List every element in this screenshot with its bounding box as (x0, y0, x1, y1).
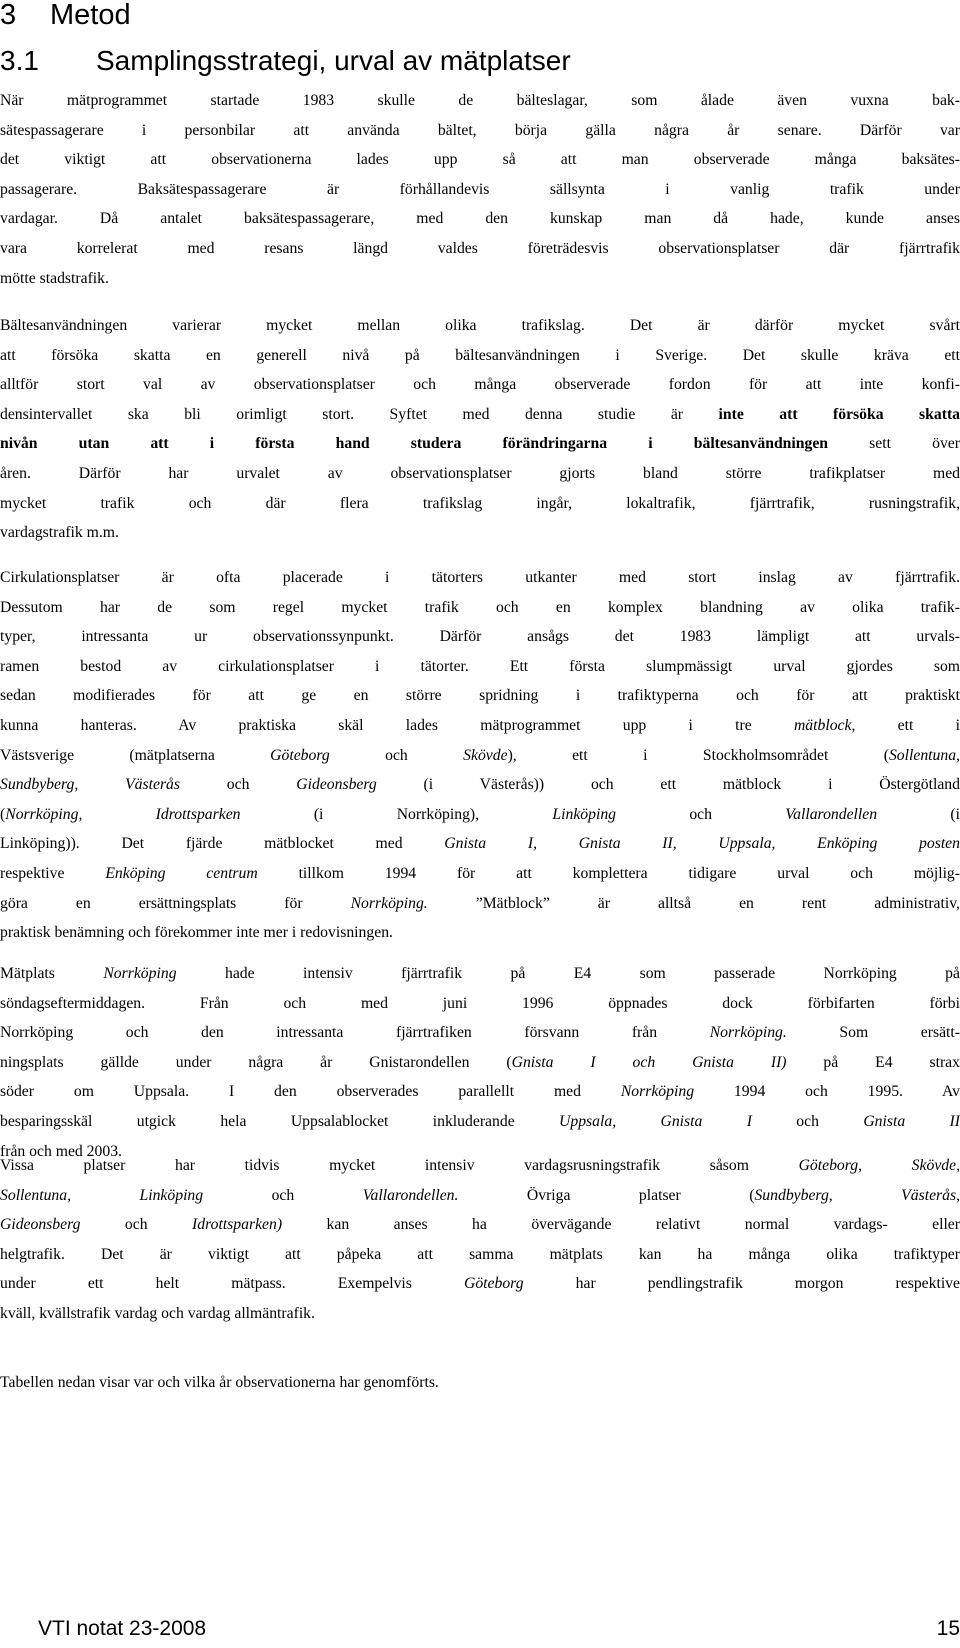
text-run: kan anses ha övervägande relativt normal vardags- eller (282, 1216, 960, 1234)
text-line (0, 459, 960, 489)
text-run: att försöka skatta en generell nivå på bältesanvändningen i Sverige. Det skulle kräva ett (0, 346, 960, 364)
italic-text: Sollentuna, (888, 746, 960, 764)
text-run: respektive (0, 864, 106, 882)
italic-text: Vallarondellen (785, 805, 878, 823)
text-run: Norrköping och den intressanta fjärrtrafiken försvann från (0, 1024, 710, 1042)
text-run: och (180, 776, 297, 794)
text-line (0, 889, 960, 919)
italic-text: Göteborg, Skövde, (798, 1157, 960, 1174)
text-line (0, 711, 960, 741)
text-run: har pendlingstrafik morgon respektive (523, 1275, 960, 1293)
chapter-heading (0, 0, 700, 30)
italic-text: Sollentuna, Linköping (0, 1186, 204, 1204)
text-run: sett över (828, 435, 960, 453)
text-run: vara korrelerat med resans längd valdes företrädesvis observationsplatser där fjärrtrafik (0, 239, 960, 257)
text-run: helgtrafik. Det är viktigt att påpeka att samma mätplats kan ha många olika trafiktyper (0, 1245, 960, 1263)
text-run: åren. Därför har urvalet av observationsplatser gjorts bland större trafikplatser med (0, 464, 960, 482)
text-line (0, 770, 960, 800)
italic-text: Gideonsberg (0, 1216, 81, 1234)
bold-text: nivån utan att i första hand studera förändringarna i bältesanvändningen (0, 435, 829, 453)
text-line (0, 400, 960, 430)
text-run: mötte stadstrafik. (0, 269, 109, 287)
italic-text: Gnista I, Gnista II, Uppsala, Enköping posten (444, 835, 960, 853)
text-run: ramen bestod av cirkulationsplatser i tätorter. Ett första slumpmässigt urval gjordes som (0, 657, 960, 675)
text-run: Linköping)). Det fjärde mätblocket med (0, 835, 445, 853)
text-line (0, 1181, 960, 1211)
text-run: Övriga platser ( (458, 1186, 755, 1204)
text-run: från och med 2003. (0, 1142, 122, 1160)
text-run: Bältesanvändningen varierar mycket mellan olika trafikslag. Det är därför mycket svårt (0, 317, 960, 334)
text-line (0, 518, 960, 548)
text-run: Cirkulationsplatser är ofta placerade i tätorters utkanter med stort inslag av fjärrtrafik. (0, 569, 960, 586)
text-run: söndagseftermiddagen. Från och med juni 1996 öppnades dock förbifarten förbi (0, 994, 960, 1012)
text-line (0, 1018, 960, 1048)
text-run: och (80, 1216, 193, 1234)
text-run: vardagstrafik m.m. (0, 524, 119, 542)
italic-text: Linköping (552, 805, 617, 823)
text-line (0, 622, 960, 652)
italic-text: Vallarondellen. (362, 1186, 459, 1204)
text-line (0, 681, 960, 711)
italic-text: Gnista II (863, 1112, 960, 1130)
italic-text: Sundbyberg, Västerås (0, 776, 180, 794)
text-line (0, 429, 960, 459)
text-run: (i (877, 805, 960, 823)
italic-text: Sundbyberg, Västerås, (754, 1186, 960, 1204)
text-line (0, 116, 960, 146)
paragraph-1 (0, 86, 960, 293)
italic-text: mätblock (793, 716, 852, 734)
text-line (0, 1210, 960, 1240)
italic-text: Norrköping (620, 1083, 695, 1101)
italic-text: Skövde (463, 746, 508, 764)
text-run: kväll, kvällstrafik vardag och vardag allmäntrafik. (0, 1304, 315, 1322)
text-run: mycket trafik och där flera trafikslag ingår, lokaltrafik, fjärrtrafik, rusningstrafik, (0, 494, 960, 512)
footer-page-number: 15 (936, 1617, 960, 1640)
italic-text: Göteborg (464, 1275, 524, 1293)
text-run: på E4 strax (786, 1053, 960, 1071)
italic-text: Göteborg (270, 746, 330, 764)
text-line (0, 341, 960, 371)
text-run: ningsplats gällde under några år Gnistarondellen ( (0, 1053, 512, 1071)
text-line (0, 593, 960, 623)
text-run: (i Västerås)) och ett mätblock i Östergötland (376, 776, 960, 794)
footer-publication: VTI notat 23-2008 (38, 1617, 207, 1640)
text-run: praktisk benämning och förekommer inte mer i redovisningen. (0, 924, 393, 942)
text-run: besparingsskäl utgick hela Uppsalablocket inkluderande (0, 1112, 560, 1130)
bold-text: inte att försöka skatta (718, 405, 960, 423)
text-run: och (329, 746, 464, 764)
text-run: Dessutom har de som regel mycket trafik och en komplex blandning av olika trafik- (0, 598, 960, 616)
text-line (0, 800, 960, 830)
text-run: och (751, 1112, 864, 1130)
text-run: passagerare. Baksätespassagerare är förhållandevis sällsynta i vanlig trafik under (0, 180, 960, 198)
text-line (0, 859, 960, 889)
text-line (0, 1368, 960, 1398)
text-run: 1994 och 1995. Av (694, 1083, 960, 1101)
text-line (0, 829, 960, 859)
italic-text: Idrottsparken) (192, 1216, 283, 1234)
paragraph-3 (0, 563, 960, 948)
paragraph-2 (0, 311, 960, 548)
text-run: och (203, 1186, 363, 1204)
section-heading (0, 45, 700, 77)
text-run: ), ett i Stockholmsområdet ( (507, 746, 889, 764)
italic-text: Uppsala, Gnista I (559, 1112, 752, 1130)
text-run: typer, intressanta ur observationssynpunkt. Därför ansågs det 1983 lämpligt att urvals- (0, 628, 960, 646)
text-line (0, 489, 960, 519)
text-run: Tabellen nedan visar var och vilka år observationerna har genomförts. (0, 1374, 439, 1391)
text-line (0, 1269, 960, 1299)
chapter-title: Metod (50, 0, 131, 31)
text-line (0, 1240, 960, 1270)
text-line (0, 652, 960, 682)
text-line (0, 204, 960, 234)
text-run: kunna hanteras. Av praktiska skäl lades mätprogrammet upp i tre (0, 716, 794, 734)
text-run: alltför stort val av observationsplatser och många observerade fordon för att inte konfi- (0, 376, 960, 394)
text-run: söder om Uppsala. I den observerades parallellt med (0, 1083, 621, 1101)
text-line (0, 1107, 960, 1137)
text-run: göra en ersättningsplats för (0, 894, 351, 912)
text-line (0, 234, 960, 264)
text-run: vardagar. Då antalet baksätespassagerare, med den kunskap man då hade, kunde anses (0, 210, 960, 228)
section-number: 3.1 (0, 45, 39, 76)
italic-text: Norrköping. (350, 894, 428, 912)
text-run: , ett i (851, 716, 960, 734)
text-line (0, 370, 960, 400)
text-line (0, 1299, 960, 1329)
text-line (0, 918, 960, 948)
text-run: Mätplats (0, 965, 104, 982)
paragraph-5 (0, 1151, 960, 1329)
text-line (0, 1048, 960, 1078)
text-line (0, 1077, 960, 1107)
text-line (0, 175, 960, 205)
text-line (0, 741, 960, 771)
text-line (0, 311, 960, 341)
text-run: under ett helt mätpass. Exempelvis (0, 1275, 464, 1293)
text-line (0, 145, 960, 175)
chapter-number: 3 (0, 0, 17, 31)
text-line (0, 264, 960, 294)
italic-text: Norrköping (103, 965, 177, 982)
text-run: ”Mätblock” är alltså en rent administrativ, (427, 894, 960, 912)
text-run: hade intensiv fjärrtrafik på E4 som passerade Norrköping på (176, 965, 960, 982)
italic-text: Norrköping, Idrottsparken (5, 805, 241, 823)
text-line (0, 86, 960, 116)
paragraph-6 (0, 1368, 960, 1398)
italic-text: Enköping centrum (105, 864, 258, 882)
text-line (0, 989, 960, 1019)
text-run: det viktigt att observationerna lades upp så att man observerade många baksätes- (0, 151, 960, 169)
text-run: tillkom 1994 för att komplettera tidigare urval och möjlig- (257, 864, 960, 882)
italic-text: Norrköping. (709, 1024, 787, 1042)
text-line (0, 1151, 960, 1181)
paragraph-4 (0, 959, 960, 1166)
text-run: (i Norrköping), (240, 805, 553, 823)
italic-text: Gnista I och Gnista II) (511, 1053, 787, 1071)
text-run: sätespassagerare i personbilar att använda bältet, börja gälla några år senare. Därför var (0, 121, 960, 139)
italic-text: Gideonsberg (296, 776, 377, 794)
text-run: Västsverige (mätplatserna (0, 746, 271, 764)
text-line (0, 563, 960, 593)
text-run: sedan modifierades för att ge en större spridning i trafiktyperna och för att praktiskt (0, 687, 960, 705)
text-run: ( (0, 805, 6, 823)
text-run: Vissa platser har tidvis mycket intensiv vardagsrusningstrafik såsom (0, 1157, 799, 1174)
text-line (0, 959, 960, 989)
text-run: När mätprogrammet startade 1983 skulle de bälteslagar, som ålade även vuxna bak- (0, 92, 960, 109)
section-title: Samplingsstrategi, urval av mätplatser (96, 45, 571, 76)
text-run: och (616, 805, 786, 823)
text-run: densintervallet ska bli orimligt stort. Syftet med denna studie är (0, 405, 719, 423)
text-run: Som ersätt- (786, 1024, 960, 1042)
